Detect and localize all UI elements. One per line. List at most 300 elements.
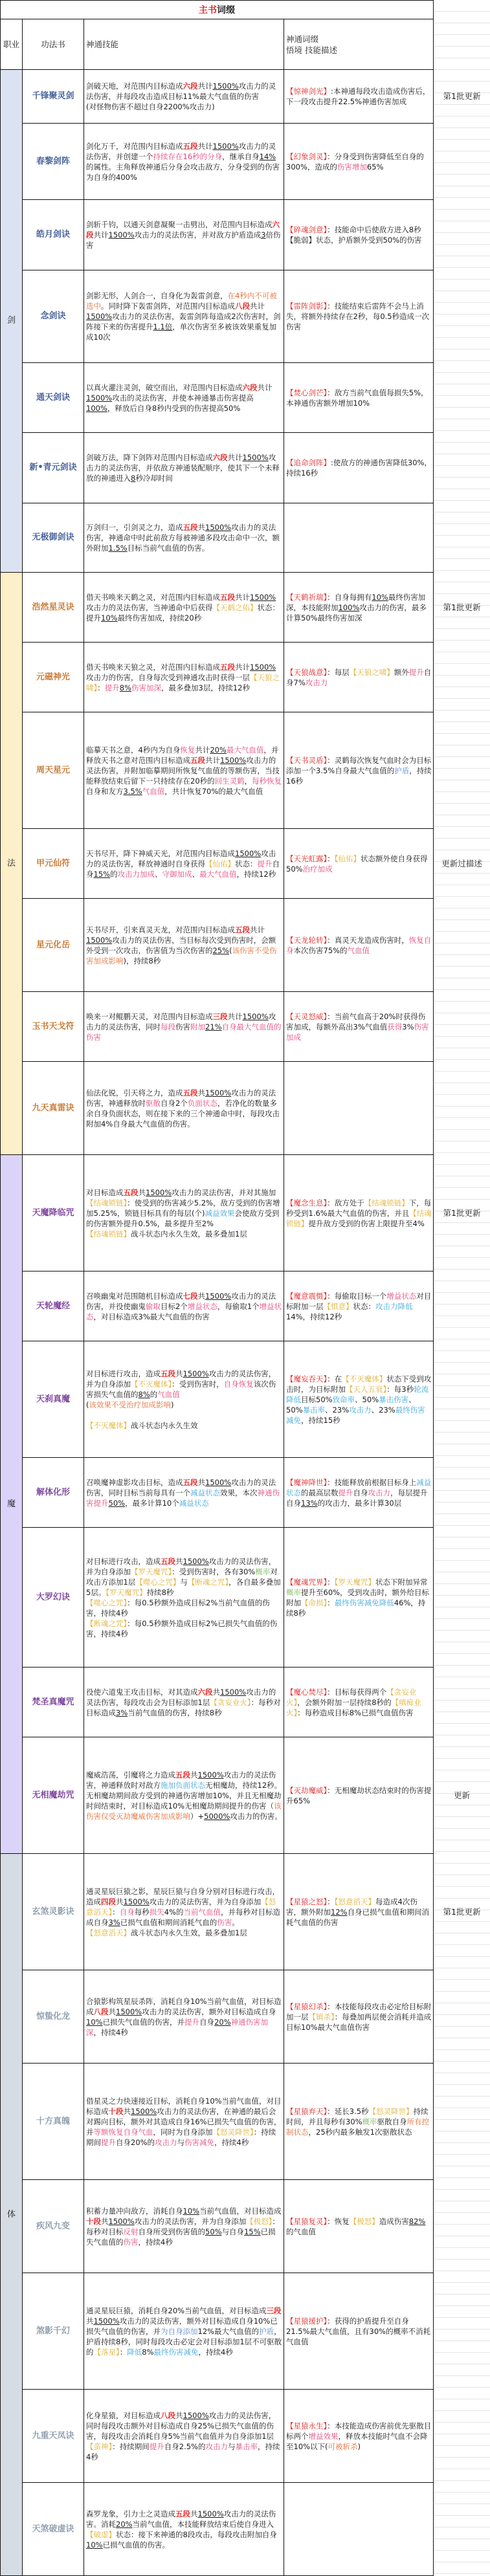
skill-description-cell: [84, 2063, 284, 2180]
affix-name: 【幻象剑灵】: [286, 151, 328, 161]
skill-description: 以真火灌注灵剑，破空而出，对范围内目标造成六段共计1500%攻击的灵法伤害，并使本神通暴击伤害提高100%，释放后自身8秒内受到的伤害提高50%: [86, 382, 273, 413]
value: 1500%: [250, 662, 276, 672]
affix-description: 【星猿复灵】：恢复【极怒】造成伤害82%的气血值: [286, 2216, 426, 2236]
book-name: 玉书天戈符: [32, 1021, 74, 1031]
keyword: 致命率: [332, 1394, 355, 1404]
book-name: 大罗幻诀: [36, 1592, 70, 1602]
affix-description: 【星猿弃天】：延长3.5秒【怒灵降世】持续时间，并且每秒有30%概率驱散自身所有控制状态，25秒内最多触发1次驱散状态: [286, 2106, 430, 2137]
status-tag: 【贪妄业火】: [286, 1687, 417, 1707]
keyword: 可被斩杀: [328, 2441, 358, 2451]
value: 1500%: [242, 453, 269, 462]
affix-description-cell: [284, 1271, 434, 1341]
skill-description: 役使六道鬼王攻击目标，对其造成六段共1500%攻击力的灵法伤害，每段攻击会为目标添加1层【贪妄业火】：每秒对目标造成3%当前气血值的伤害，持续8秒: [86, 1687, 281, 1717]
hit-count: 七段: [183, 1291, 198, 1301]
value: 1500%: [212, 141, 239, 151]
status-tag: 【罗天魔咒】: [334, 1577, 375, 1587]
status-tag: 【嗔痴业火】: [286, 1697, 421, 1717]
profession-cell: [0, 1154, 23, 1854]
status-tag: 【天狼之啸】: [349, 667, 394, 677]
value: 3%: [108, 1917, 120, 1927]
update-note: [434, 69, 490, 124]
book-name-cell: [22, 1154, 84, 1271]
status-tag: 【噬心之咒】: [135, 1577, 181, 1587]
affix-description-cell: [284, 898, 434, 992]
keyword: 最终伤害减免降低: [334, 1598, 394, 1607]
value: 1500%: [250, 592, 276, 602]
hit-count: 十段: [86, 2216, 101, 2226]
book-name-cell: [22, 2389, 84, 2483]
book-name-cell: [22, 828, 84, 899]
skill-description: 借天书唤来天狼之灵，对范围内目标造成五段共计1500%攻击力的伤害，自身每次受到神通攻击时获得一层【天狼之啸】：提升8%伤害加深，最多叠加3层，持续12秒: [86, 662, 280, 692]
value: 21%: [205, 1022, 222, 1031]
affix-name: 【魔魂咒界】: [286, 1577, 328, 1587]
value: 15%: [93, 869, 111, 879]
skill-description: 临摹天书之意，4秒内为自身恢复共计20%最大气血值，并释放天书之意对范围内目标造成五段共计1500%攻击力的灵法伤害，并附加临摹期间所恢复气血值的等额伤害，当技能释放结束后留下一只持续存在20秒的回生灵鹤，每秒恢复自身和友方3.5%气血值，共计恢复70%的最大气血值: [86, 745, 282, 796]
skill-description-cell: [84, 1667, 284, 1737]
hit-count: 五段: [161, 1556, 175, 1566]
status-tag: 【贪妄业火】: [210, 1697, 251, 1707]
affix-description-cell: [284, 2482, 434, 2576]
keyword: 治疗加成: [302, 864, 333, 874]
affix-name: 【雷阵剑影】: [286, 302, 328, 311]
book-name-cell: [22, 362, 84, 433]
book-name-cell: [22, 572, 84, 643]
book-name: 解体化形: [36, 1487, 70, 1497]
affix-name: 【魔神降世】: [286, 1477, 328, 1487]
keyword: 最终伤害减免: [153, 2347, 199, 2357]
skill-description-cell: [84, 123, 284, 200]
hit-count: 十段: [108, 2106, 124, 2116]
book-name: 春黎剑阵: [36, 156, 70, 166]
status-tag: 【命损】: [301, 1598, 328, 1607]
affix-description: 【魔念生息】：敌方处于【结魂锁链】下，每秒受到1.6%最大气血值的伤害，并且【结魂锁链】提升敌方受到的伤害上限提升至4%: [286, 1198, 432, 1228]
book-name: 煞影千幻: [36, 2326, 70, 2336]
value: 3: [261, 230, 266, 239]
affix-description-cell: [284, 1853, 434, 1970]
keyword: 提升: [101, 2137, 116, 2147]
keyword: 暴击伤害: [379, 1394, 409, 1404]
skill-description-cell: [84, 1457, 284, 1528]
keyword: 概率: [286, 1587, 301, 1597]
status-tag: 【天狼之啸】: [86, 672, 280, 692]
skill-description-cell: [84, 432, 284, 503]
keyword: 最大气血值: [226, 745, 264, 754]
header-affix-line2: 悟境 技能描述: [286, 45, 337, 55]
affix-name: 【星猿弃天】: [286, 2106, 328, 2116]
skill-description: 召唤魔神虚影攻击目标，造成五段共1500%攻击力的灵法伤害，同时目标当前每具有一个减益状态效果，本次神通伤害提升50%，最多计算10个减益状态: [86, 1477, 280, 1508]
book-name: 通天剑诀: [36, 392, 70, 402]
status-tag: 【破虚】: [86, 2529, 116, 2539]
profession-label: 剑: [6, 316, 16, 325]
affix-description: 【魔心焚尽】：目标每获得两个【贪妄业火】，会额外附加一层持续8秒的【嗔痴业火】：每秒造成目标8%已损气血值伤害: [286, 1687, 421, 1717]
hit-count: 三段: [266, 2306, 282, 2315]
book-name-cell: [22, 199, 84, 270]
value: 10%: [183, 2206, 200, 2216]
keyword: 自身恢复: [223, 1379, 254, 1389]
keyword: 伤害增加: [337, 162, 367, 171]
value: 50%: [108, 1498, 126, 1508]
book-name: 九重天凤诀: [32, 2430, 74, 2441]
status-tag: 【结魂锁链】: [286, 1208, 432, 1228]
book-name-cell: [22, 432, 84, 503]
value: 13%: [301, 1498, 318, 1508]
value: 10%: [101, 613, 118, 622]
affix-description-cell: [284, 991, 434, 1062]
keyword: 提升: [338, 1488, 353, 1497]
value: 82%: [408, 2216, 426, 2226]
keyword: 攻击力: [205, 2441, 228, 2451]
value: 1500%: [123, 1897, 150, 1906]
keyword: 提升: [104, 683, 120, 692]
affix-description-cell: [284, 2179, 434, 2273]
skill-description: 剑斩千钧，以通天剑意凝聚一击劈出，对范围内目标造成六段共计1500%攻击力的灵法伤害，并对敌方护盾造成3倍伤害: [86, 220, 281, 250]
keyword: 气血值: [142, 786, 165, 796]
keyword: 护盾: [259, 2326, 274, 2336]
value: 1500%: [205, 523, 232, 532]
value: 1500%: [183, 2410, 209, 2420]
skill-description-cell: [84, 898, 284, 992]
keyword: 减益状态: [179, 1498, 209, 1508]
update-note: [434, 1737, 490, 1854]
skill-description: 借星灵之力快速接近目标，消耗自身10%当前气血值，对目标造成十段共1500%攻击力的灵法伤害，在神通的最后会对踢向目标，额外对其造成自身16%已损失气血值的伤害，并等额恢复自身气血，同时为自身添加【怒灵降世】：持续期间提升自身20%的攻击力与伤害减免，持续4秒: [86, 2096, 282, 2147]
status-tag: 【惧意】: [323, 1301, 353, 1311]
value: 1500%: [86, 393, 113, 402]
update-note: [434, 1154, 490, 1271]
book-name-cell: [22, 2273, 84, 2390]
affix-description: 【雷阵剑影】：技能结束后雷阵不会马上消失，将额外持续存在2秒，每0.5秒造成一次伤害: [286, 302, 430, 331]
header-book: [22, 19, 84, 70]
affix-description: 【天鹤祈瑞】：自身每拥有10%最终伤害加深，本技能附加100%攻击力的伤害，最多计算50%最终伤害加深: [286, 592, 427, 622]
book-name: 念剑诀: [40, 311, 66, 321]
affix-name: 【魔心焚尽】: [286, 1687, 328, 1697]
keyword: 回生灵鹤: [214, 776, 245, 786]
value: 1500%: [108, 2216, 135, 2226]
profession-label: 法: [6, 858, 16, 868]
hit-count: 三段: [212, 1011, 228, 1021]
header-profession: [0, 19, 23, 70]
keyword: 神通伤害提升: [86, 1488, 280, 1508]
affix-description: 【魔妄吞天】：在【不灭魔体】状态下受到攻击时，为目标附加【天人五衰】：每3秒轮流降低目标50%致命率、50%暴击伤害、50%暴击率、23%攻击力、23%最终伤害减免，持续15秒: [286, 1374, 432, 1425]
hit-count: 五段: [190, 755, 205, 765]
keyword: 提升: [257, 859, 273, 868]
value: 20%: [210, 745, 227, 754]
affix-description: 【碎魂剑意】：技能命中后使敌方进入8秒【脆弱】状态，护盾额外受到50%的伤害: [286, 225, 422, 245]
skill-description-cell: [84, 2179, 284, 2273]
keyword: 减益状态: [286, 1477, 432, 1497]
skill-description: 对目标进行攻击，造成五段共1500%攻击力的灵法伤害，并为自身添加【不灭魔体】：受到伤害时，自身恢复该次伤害损失气血值的8%的气血值 (该效果不受治疗加成影响) 【不灭魔体】战斗状态内永久生效: [86, 1369, 276, 1430]
keyword: 减益状态: [190, 1488, 220, 1497]
book-name: 疾风九变: [36, 2221, 70, 2231]
skill-description: 剑破天地，对范围内目标造成六段共计1500%攻击力的灵法伤害，并每段攻击造成目标11%最大气血值的伤害 (对怪物伤害不超过自身2200%攻击力): [86, 82, 276, 111]
affix-name: 【星猿复灵】: [286, 2216, 328, 2226]
affix-description: 【天光虹露】：【仙佑】状态额外使自身获得50%治疗加成: [286, 853, 428, 874]
affix-description: 【焚心剑芒】：敌方当前气血值每损失5%，本神通伤害额外增加10%: [286, 388, 429, 408]
keyword: 等额恢复自身气血: [93, 2127, 153, 2137]
skill-description-cell: [84, 642, 284, 712]
value: 50%: [205, 2227, 222, 2236]
skill-description: 积蓄力量冲向敌方，消耗自身10%当前气血值，对目标造成十段共1500%攻击力的灵法伤害，并为自身添加【极怒】：每秒对目标反射自身所受到伤害值的50%与自身15%已损失气血值的伤害，持续4秒: [86, 2206, 282, 2247]
keyword: 每段: [161, 1022, 175, 1031]
skill-description: 借天书唤来天鹤之灵，对范围内目标造成五段共计1500%攻击力的灵法伤害，当神通命中后获得【天鹤之佑】状态：提升10%最终伤害加成，持续20秒: [86, 592, 280, 622]
skill-description: 通灵星辰巨猿，消耗自身20%当前气血值，对目标造成三段共1500%攻击力的灵法伤害，额外对目标造成自身10%已损失气血值的伤害，并为自身添加12%最大气血值的护盾，护盾持续8秒，同时每段攻击必定会对目标添加1层不可驱散的【落星】：降低8%最终伤害减免，持续4秒: [86, 2306, 282, 2357]
title-rest: 词缀: [217, 5, 235, 16]
keyword: 最大气血值: [199, 869, 237, 879]
skill-description-cell: [84, 2273, 284, 2390]
keyword: 自身: [119, 1907, 135, 1917]
skill-description: 化身星猿，对目标造成八段共1500%攻击力的灵法伤害，同时每段攻击额外对目标造成自身25%已损失气血值的伤害，每段攻击会消耗自身5%当前气血值并为自身添加1层【蛮神】：持续期间提升自身2.5%的攻击力与暴击率，持续4秒: [86, 2410, 280, 2461]
hit-count: 六段: [86, 220, 280, 239]
update-note-label: 更新: [453, 1790, 470, 1800]
skill-description: 召唤幽鬼对范围随机目标造成七段共1500%攻击力的灵法伤害，并役使幽鬼偷取目标2个增益状态，每偷取1个增益状态，对目标造成3%最大气血值的伤害: [86, 1291, 282, 1321]
sheet-title: [0, 0, 434, 19]
book-name: 星元化岳: [36, 940, 70, 950]
book-name-cell: [22, 1271, 84, 1341]
hit-count: 五段: [235, 925, 250, 934]
keyword: 施加负面状态: [161, 1780, 205, 1790]
status-tag: 【不灭魔体】: [86, 1420, 131, 1430]
affix-name: 【天狼战意】: [286, 667, 328, 677]
skill-description-cell: [84, 828, 284, 899]
skill-description: 剑影无形，人剑合一，自身化为轰雷剑意，在4秒内不可被选中。同时降下轰雷剑阵，对范围内目标造成八段共计1500%攻击力的灵法伤害，轰雷剑阵每造成2次伤害时，剑阵接下来的伤害提升1.1倍，单次伤害至多被该效果重复加成10次: [86, 291, 281, 342]
skill-description-cell: [84, 1853, 284, 1970]
keyword: 气血值: [347, 945, 370, 955]
affix-description-cell: [284, 199, 434, 270]
keyword: 攻击力: [155, 2137, 177, 2147]
affix-name: 【天书灵盾】: [286, 755, 328, 765]
affix-description: 【幻象剑灵】：分身受到伤害降低至自身的300%，造成的伤害增加65%: [286, 151, 424, 171]
value: 1.1倍: [153, 322, 173, 331]
affix-name: 【追命剑阵】: [286, 458, 331, 467]
keyword: 自身最大气血值的伤害: [86, 1022, 282, 1042]
hit-count: 六段: [212, 453, 228, 462]
affix-description-cell: [284, 69, 434, 124]
book-name-cell: [22, 270, 84, 363]
book-name: 新•青元剑诀: [29, 463, 77, 472]
book-name-cell: [22, 2482, 84, 2576]
status-tag: 【天人五衰】: [346, 1384, 387, 1394]
status-tag: 【断魂之咒】: [187, 1577, 229, 1587]
affix-description-cell: [284, 1667, 434, 1737]
affix-description: 【天狼战意】：每层【天狼之啸】额外提升自身7%攻击力: [286, 667, 432, 687]
keyword: 攻击力: [368, 1488, 390, 1497]
keyword: 降低: [127, 2347, 142, 2357]
value: 14%: [259, 151, 276, 161]
status-tag: 【镇杀】: [308, 2012, 335, 2021]
book-name: 周天星元: [36, 765, 70, 775]
affix-description-cell: [284, 1061, 434, 1155]
affix-description-cell: [284, 642, 434, 712]
affix-description: 【星猿之怒】：【怒意滔天】每造成4次伤害，额外附加12%自身已损气血值和期间消耗气血值的伤害: [286, 1897, 430, 1927]
keyword: 附加: [190, 1022, 205, 1031]
affix-name: 【焚心剑芒】: [286, 388, 328, 397]
keyword: 持续存在16秒的分身: [153, 151, 223, 161]
value: 25%: [212, 945, 230, 955]
affix-description-cell: [284, 1154, 434, 1271]
keyword: 攻击力降低: [375, 1301, 413, 1311]
skill-description-cell: [84, 199, 284, 270]
skill-description-cell: [84, 503, 284, 573]
affix-name: 【魔念生息】: [286, 1198, 328, 1207]
profession-cell: [0, 69, 23, 573]
affix-name: 【魔意震慑】: [286, 1291, 328, 1301]
value: 15%: [244, 2227, 261, 2236]
skill-description-cell: [84, 69, 284, 124]
keyword: 该伤害仅受灭劫魔威伤害加成影响: [86, 1801, 282, 1821]
hit-count: 六段: [197, 1687, 213, 1697]
value: 3%: [116, 1708, 128, 1717]
keyword: 神通伤害加深: [86, 2017, 269, 2037]
header-affix-line1: 神通词缀: [286, 34, 319, 44]
value: 20%: [214, 2017, 231, 2027]
keyword: 反射: [123, 2227, 139, 2236]
book-name: 十方真魄: [36, 2116, 70, 2126]
value: 1500%: [86, 312, 113, 321]
affix-description: 【魔神降世】：技能释放前根据目标身上减益状态的最高层数提升自身攻击力，每层提升自身13%的攻击力，最多计算30层: [286, 1477, 432, 1508]
keyword: 增益状态: [187, 1301, 217, 1311]
affix-name: 【星猿之怒】: [286, 1897, 328, 1906]
hit-count: 八段: [93, 2007, 109, 2016]
affix-description-cell: [284, 270, 434, 363]
skill-description: 对目标进行攻击，造成五段共1500%攻击力的灵法伤害，并为自身添加【罗天魔咒】：受到伤害时，各有30%概率对攻击方添加1层【噬心之咒】与【断魂之咒】，各自最多叠加5层。【罗天魔咒】持续8秒 【噬心之咒】：每0.5秒额外造成目标2%当前气血值的伤害，持续4秒 【断魂之咒】：每0.5秒额外造成目标2%已损失气血值的伤害，持续4秒: [86, 1556, 281, 1638]
skill-description-cell: [84, 270, 284, 363]
book-name-cell: [22, 123, 84, 200]
keyword: 在4秒内不可被选中: [86, 291, 277, 311]
update-note-label: 第1批更新: [443, 1207, 481, 1218]
profession-cell: [0, 1853, 23, 2576]
keyword: 提升: [149, 2441, 164, 2451]
skill-description-cell: [84, 1527, 284, 1668]
value: 100%: [86, 403, 107, 413]
keyword: 概率: [362, 2117, 377, 2126]
keyword: 轮流降低: [286, 1384, 429, 1404]
value: 20%: [116, 2519, 133, 2529]
status-tag: 【断魂之咒】: [86, 1618, 128, 1628]
hit-count: 五段: [220, 662, 235, 672]
affix-description: 【天龙轮转】：真灵天龙造成伤害时，恢复自身本次伤害75%的气血值: [286, 935, 432, 955]
affix-description-cell: [284, 123, 434, 200]
status-tag: 【仙佑】: [205, 859, 235, 868]
status-tag: 【仙佑】: [334, 853, 361, 863]
skill-description-cell: [84, 2482, 284, 2576]
skill-description: 对目标造成五段共1500%攻击力的灵法伤害，并对其施加【结魂锁链】：使受到的伤害减少5.2%，敌方受到的伤害增加5.25%，锁链目标具有的每层(个)减益效果会使敌方受到的伤害额外提升0.5%，最多提升至2% 【结魂锁链】战斗状态内永久生效，最多叠加1层: [86, 1187, 280, 1238]
profession-label: 魔: [6, 1499, 16, 1509]
book-name: 天刹真魔: [36, 1394, 70, 1404]
header-skill: [84, 19, 284, 70]
affix-description-cell: [284, 1457, 434, 1528]
keyword: 暴击率: [302, 1405, 326, 1415]
keyword: 伤害加深: [131, 683, 161, 692]
skill-description-cell: [84, 991, 284, 1062]
keyword: 驱散: [146, 1098, 161, 1108]
value: 1500%: [197, 2509, 224, 2518]
value: 8%: [119, 683, 131, 692]
value: 1500%: [183, 1556, 209, 1566]
hit-count: 五段: [183, 141, 198, 151]
book-name: 天魔降临咒: [32, 1207, 74, 1218]
skill-description: 万剑归一，引剑灵之力，造成五段共1500%攻击力的灵法伤害，神通命中时此前敌方每被神通多段攻击命中一次，额外附加1.5%目标当前气血值的伤害。: [86, 523, 280, 553]
book-name-cell: [22, 1527, 84, 1668]
hit-count: 五段: [175, 1770, 190, 1779]
book-name: 玄煞灵影诀: [32, 1906, 74, 1917]
keyword: 气血值: [157, 1389, 180, 1399]
affix-name: 【天龙轮转】: [286, 935, 328, 945]
status-tag: 【怒意滔天】: [86, 1928, 131, 1937]
status-tag: 【结魂锁链】: [86, 1229, 131, 1238]
hit-count: 四段: [101, 1897, 116, 1906]
value: 1500%: [183, 1369, 209, 1378]
affix-description: 【天书灵盾】：灵鹤每次恢复气血时会为目标添加一个3.5%自身最大气血值的护盾，持续16秒: [286, 755, 432, 786]
keyword: 损失: [149, 1907, 164, 1917]
affix-description: 【追命剑阵】:使敌方的神通伤害降低30%，持续16秒: [286, 458, 432, 478]
affix-description-cell: [284, 828, 434, 899]
affix-description: 【星猿援护】：获得的护盾提升至自身21.5%最大气血值，且有30%的概率不消耗气血值: [286, 2316, 431, 2346]
affix-description-cell: [284, 1970, 434, 2064]
keyword: 攻击力: [349, 1405, 372, 1415]
book-name: 天轮魔经: [36, 1301, 70, 1311]
keyword: 每秒恢复: [252, 776, 282, 786]
affix-name: 【魔妄吞天】: [286, 1374, 328, 1383]
affix-name: 【星猿永生】: [286, 2421, 328, 2430]
value: 1500%: [116, 2007, 142, 2016]
skill-description: 通灵星辰巨猿之影，星辰巨猿与自身分别对目标进行攻击，造成四段共1500%攻击力的灵法伤害，并为自身添加【怒意滔天】：自身每秒损失4%的当前气血值，并每秒对目标造成自身3%已损气血值和期间消耗气血的伤害。 【怒意滔天】战斗状态内永久生效，最多叠加1层: [86, 1886, 280, 1937]
hit-count: 五段: [161, 1369, 175, 1378]
book-name-cell: [22, 1970, 84, 2064]
affix-name: 【星猿援护】: [286, 2316, 328, 2326]
keyword: 偷取: [146, 1301, 161, 1311]
status-tag: 【结魂锁链】: [86, 1198, 128, 1207]
hit-count: 五段: [183, 1088, 198, 1097]
status-tag: 【极怒】: [349, 2216, 379, 2226]
book-name-cell: [22, 642, 84, 712]
keyword: 增益状态: [86, 1301, 282, 1321]
book-name: 甲元仙符: [36, 858, 70, 868]
affix-description: 【天灵怒威】：当前气血高于20%时获得伤害加成，每额外高出3%气血值获得3%伤害加成: [286, 1011, 429, 1042]
keyword: 增益状态: [386, 1291, 417, 1301]
keyword: 提升: [184, 2017, 200, 2027]
skill-description-cell: [84, 572, 284, 643]
value: 1.5%: [108, 544, 128, 553]
status-tag: 【怒意滔天】: [86, 1897, 276, 1917]
header-affix-text: [286, 34, 337, 56]
skill-description-cell: [84, 1737, 284, 1854]
value: 1500%: [220, 755, 247, 765]
affix-name: 【天鹤祈瑞】: [286, 592, 328, 602]
keyword: 为自身添加: [161, 2326, 198, 2336]
value: 8%: [138, 1389, 150, 1399]
skill-description-cell: [84, 1341, 284, 1458]
skill-description: 唤来一对鲲鹏天灵，对范围内目标造成三段共计1500%攻击力的灵法伤害，同时每段伤害附加21%自身最大气血值的伤害: [86, 1011, 282, 1042]
book-name-cell: [22, 991, 84, 1062]
keyword: 伤害减免: [184, 2137, 215, 2147]
book-name-cell: [22, 1061, 84, 1155]
value: 8: [131, 474, 136, 483]
keyword: 当前气血值: [183, 1907, 221, 1917]
value: 1500%: [205, 1477, 232, 1487]
keyword: 增益效果: [308, 2431, 339, 2441]
value: 1500%: [146, 1187, 172, 1197]
status-tag: 【蛮神】: [86, 2441, 113, 2451]
value: 1500%: [131, 2106, 157, 2116]
value: 1500%: [197, 1770, 224, 1779]
book-name-cell: [22, 1737, 84, 1854]
keyword: 伤害加成: [286, 1022, 429, 1042]
value: 1500%: [86, 935, 113, 945]
hit-count: 八段: [161, 2410, 175, 2420]
skill-description: 仙法化锐，引天将之力，造成五段共1500%攻击力的灵法伤害，神通释放时驱散自身2个负面状态，若净化的数量多余自身负面状态，则在接下来的三个神通命中时，每段攻击附加4%自身最大气血值的伤害。: [86, 1088, 280, 1128]
book-name: 天煞破虚诀: [32, 2524, 74, 2534]
value: 10%: [372, 592, 388, 602]
book-name-cell: [22, 1853, 84, 1970]
